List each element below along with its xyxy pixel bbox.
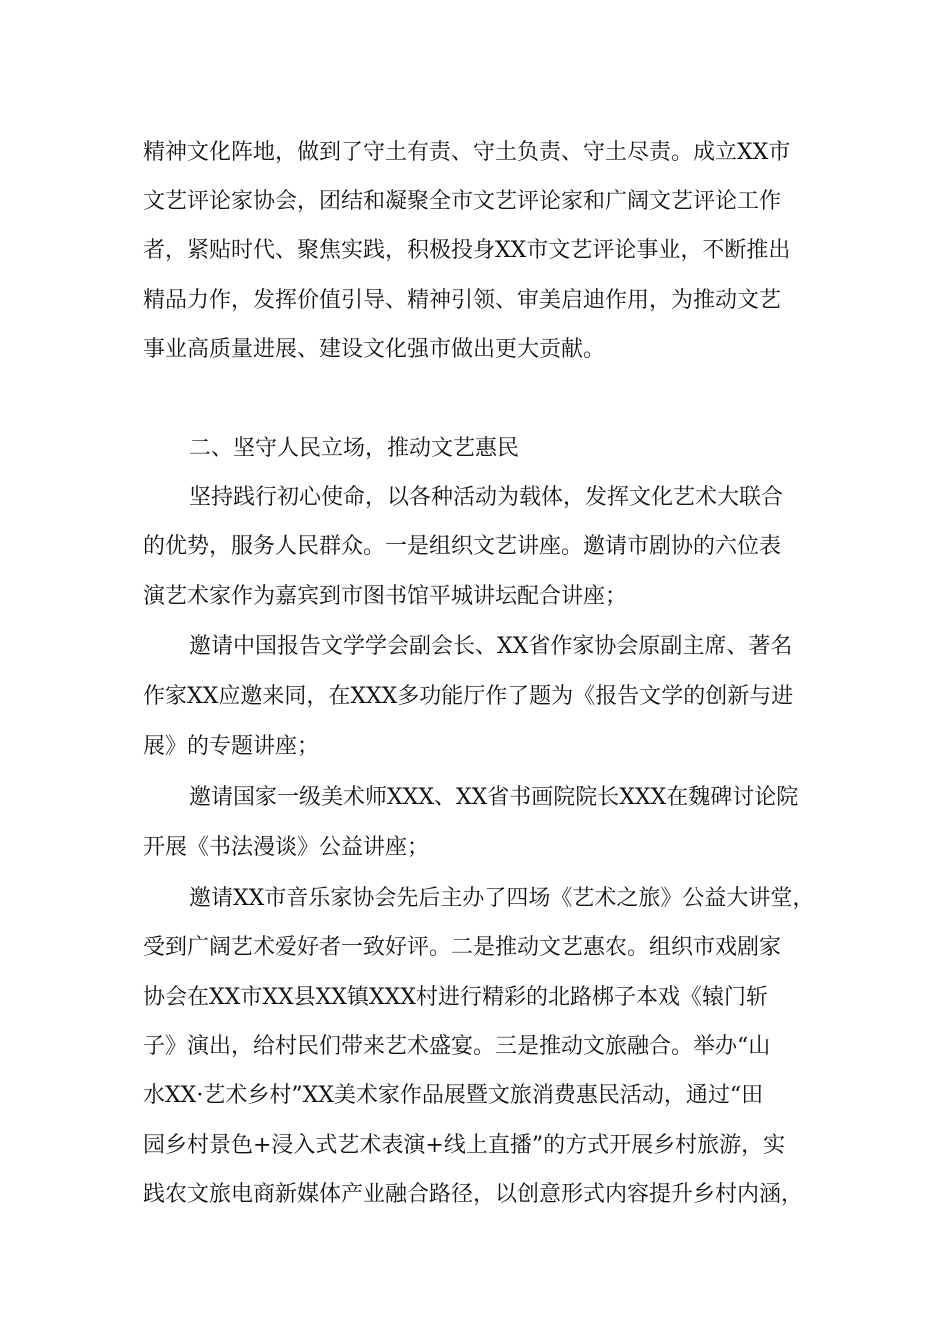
section-heading: 二、坚守人民立场，推动文艺惠民 xyxy=(189,436,520,461)
paragraph-line: 作家XX应邀来同，在XXX多功能厅作了题为《报告文学的创新与进 xyxy=(143,684,794,709)
paragraph-line: 开展《书法漫谈》公益讲座； xyxy=(143,835,430,860)
paragraph-line: 者，紧贴时代、聚焦实践，积极投身XX市文艺评论事业，不断推出 xyxy=(143,238,791,263)
paragraph-line: 邀请中国报告文学学会副会长、XX省作家协会原副主席、著名 xyxy=(189,634,793,659)
paragraph-line: 协会在XX市XX县XX镇XXX村进行精彩的北路梆子本戏《辕门斩 xyxy=(143,985,768,1010)
paragraph-line: 子》演出，给村民们带来艺术盛宴。三是推动文旅融合。举办“山 xyxy=(143,1034,771,1059)
paragraph-line: 演艺术家作为嘉宾到市图书馆平城讲坛配合讲座； xyxy=(143,584,628,609)
paragraph-line: 精神文化阵地，做到了守土有责、守土负责、守土尽责。成立XX市 xyxy=(143,140,791,165)
paragraph-line: 事业高质量进展、建设文化强市做出更大贡献。 xyxy=(143,337,606,362)
paragraph-line: 的优势，服务人民群众。一是组织文艺讲座。邀请市剧协的六位表 xyxy=(143,534,782,559)
paragraph-line: 水XX·艺术乡村”XX美术家作品展暨文旅消费惠民活动，通过“田 xyxy=(143,1083,764,1108)
paragraph-line: 坚持践行初心使命，以各种活动为载体，发挥文化艺术大联合 xyxy=(189,485,784,510)
paragraph-line: 践农文旅电商新媒体产业融合路径，以创意形式内容提升乡村内涵， xyxy=(143,1182,804,1207)
paragraph-line: 园乡村景色+浸入式艺术表演+线上直播”的方式开展乡村旅游，实 xyxy=(143,1133,786,1158)
paragraph-line: 邀请国家一级美术师XXX、XX省书画院院长XXX在魏碑讨论院 xyxy=(189,785,799,810)
paragraph-line: 展》的专题讲座； xyxy=(143,734,320,759)
paragraph-line: 精品力作，发挥价值引导、精神引领、审美启迪作用，为推动文艺 xyxy=(143,288,782,313)
paragraph-line: 邀请XX市音乐家协会先后主办了四场《艺术之旅》公益大讲堂， xyxy=(189,886,815,911)
paragraph-line: 受到广阔艺术爱好者一致好评。二是推动文艺惠农。组织市戏剧家 xyxy=(143,935,782,960)
paragraph-line: 文艺评论家协会，团结和凝聚全市文艺评论家和广阔文艺评论工作 xyxy=(143,189,782,214)
